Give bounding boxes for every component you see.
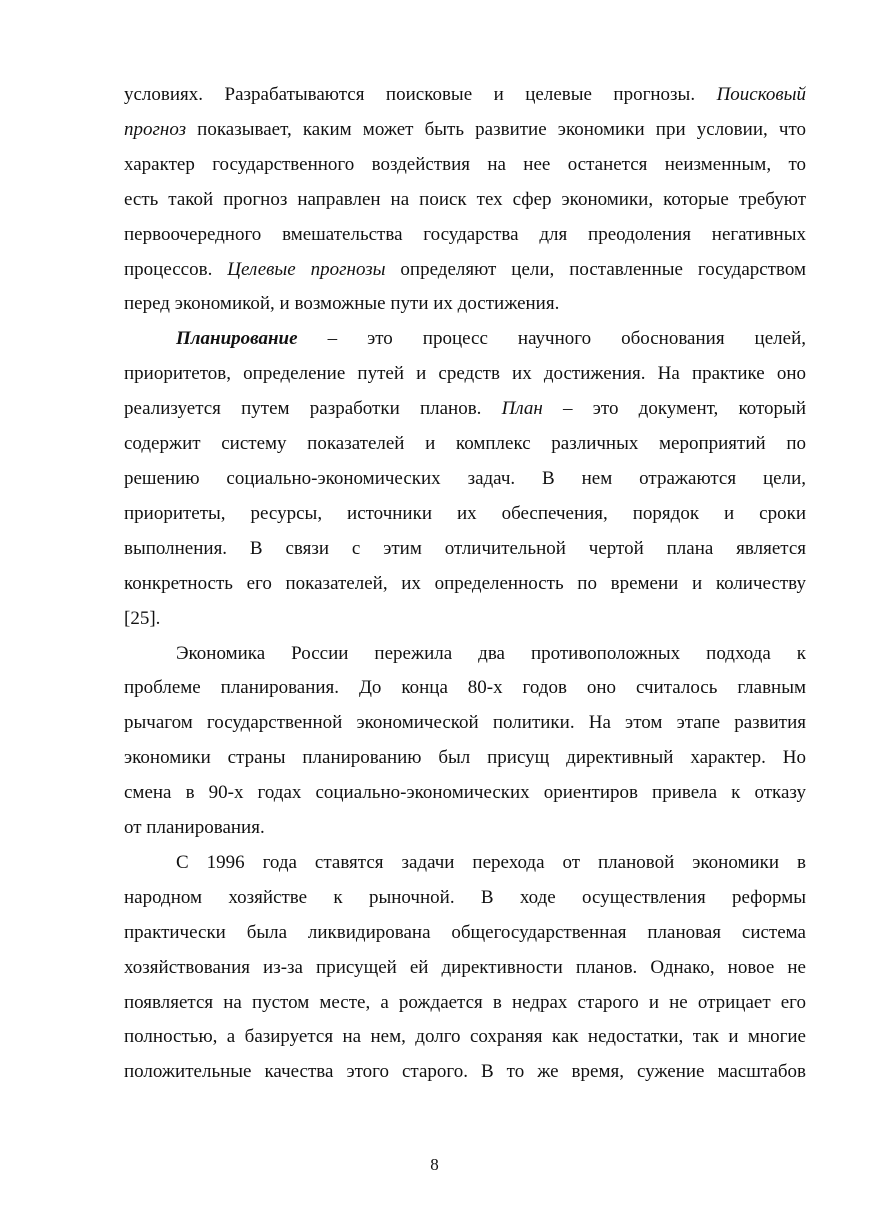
text-line	[124, 916, 806, 951]
paragraph-market-transition	[124, 846, 806, 1090]
text-line	[124, 951, 806, 986]
text-run: решению социально-экономических задач. В нем отражаются цели,	[124, 467, 806, 489]
text-line	[124, 1020, 806, 1055]
emphasized-term: прогноз	[124, 118, 187, 140]
text-run: конкретность его показателей, их определенность по времени и количеству	[124, 572, 806, 594]
text-line	[124, 671, 806, 706]
text-run: – это документ, который	[542, 398, 806, 420]
paragraph-russia-planning	[124, 637, 806, 846]
text-line	[124, 287, 806, 322]
text-run: рычагом государственной экономической политики. На этом этапе развития	[124, 712, 806, 734]
text-run: перед экономикой, и возможные пути их достижения.	[124, 293, 560, 315]
page-number: 8	[430, 1155, 439, 1174]
text-run: реализуется путем разработки планов.	[124, 398, 502, 420]
text-line	[124, 113, 806, 148]
emphasized-term: Целевые прогнозы	[227, 258, 386, 280]
text-run: условиях. Разрабатываются поисковые и целевые прогнозы.	[124, 84, 717, 105]
text-run: практически была ликвидирована общегосударственная плановая система	[124, 921, 806, 943]
text-run: определяют цели, поставленные государством	[385, 258, 806, 280]
text-run: содержит систему показателей и комплекс различных мероприятий по	[124, 433, 806, 455]
text-line	[124, 776, 806, 811]
paragraph-forecasts	[124, 78, 806, 322]
text-run: – это процесс научного обоснования целей,	[297, 328, 806, 350]
text-run: процессов.	[124, 258, 228, 280]
text-line	[124, 567, 806, 602]
text-line	[124, 462, 806, 497]
text-line	[124, 811, 806, 846]
text-line	[124, 357, 806, 392]
paragraph-planning-definition	[124, 322, 806, 636]
text-run: показывает, каким может быть развитие экономики при условии, что	[186, 118, 806, 140]
text-line	[124, 218, 806, 253]
text-run: первоочередного вмешательства государства для преодоления негативных	[124, 223, 806, 245]
text-run: Экономика России пережила два противоположных подхода к	[176, 642, 806, 664]
text-run: [25].	[124, 607, 161, 629]
emphasized-term: Поисковый	[716, 84, 806, 105]
text-run: полностью, а базируется на нем, долго сохраняя как недостатки, так и многие	[124, 1026, 806, 1048]
text-run: приоритетов, определение путей и средств их достижения. На практике оно	[124, 363, 806, 385]
text-run: проблеме планирования. До конца 80-х годов оно считалось главным	[124, 677, 806, 699]
text-line	[124, 986, 806, 1021]
text-run: приоритеты, ресурсы, источники их обеспечения, порядок и сроки	[124, 502, 806, 524]
text-run: экономики страны планированию был присущ директивный характер. Но	[124, 747, 806, 769]
text-line	[124, 148, 806, 183]
text-line	[124, 322, 806, 357]
text-run: характер государственного воздействия на нее останется неизменным, то	[124, 153, 806, 175]
text-line	[124, 846, 806, 881]
emphasized-term: План	[501, 398, 543, 420]
text-line	[124, 741, 806, 776]
text-run: народном хозяйстве к рыночной. В ходе осуществления реформы	[124, 886, 806, 908]
text-run: от планирования.	[124, 817, 265, 839]
text-run: смена в 90-х годах социально-экономических ориентиров привела к отказу	[124, 782, 806, 804]
document-body	[124, 78, 806, 1090]
text-line	[124, 497, 806, 532]
text-line	[124, 602, 806, 637]
text-run: есть такой прогноз направлен на поиск тех сфер экономики, которые требуют	[124, 188, 806, 210]
emphasized-term: Планирование	[176, 328, 298, 350]
text-run: выполнения. В связи с этим отличительной чертой плана является	[124, 537, 806, 559]
text-line	[124, 637, 806, 672]
text-line	[124, 427, 806, 462]
text-line	[124, 78, 806, 113]
text-run: хозяйствования из-за присущей ей директивности планов. Однако, новое не	[124, 956, 806, 978]
text-line	[124, 1055, 806, 1090]
text-line	[124, 881, 806, 916]
text-line	[124, 253, 806, 288]
text-run: С 1996 года ставятся задачи перехода от плановой экономики в	[176, 851, 806, 873]
text-line	[124, 706, 806, 741]
text-line	[124, 392, 806, 427]
text-line	[124, 183, 806, 218]
text-run: положительные качества этого старого. В то же время, сужение масштабов	[124, 1061, 806, 1083]
text-run: появляется на пустом месте, а рождается в недрах старого и не отрицает его	[124, 991, 806, 1013]
text-line	[124, 532, 806, 567]
